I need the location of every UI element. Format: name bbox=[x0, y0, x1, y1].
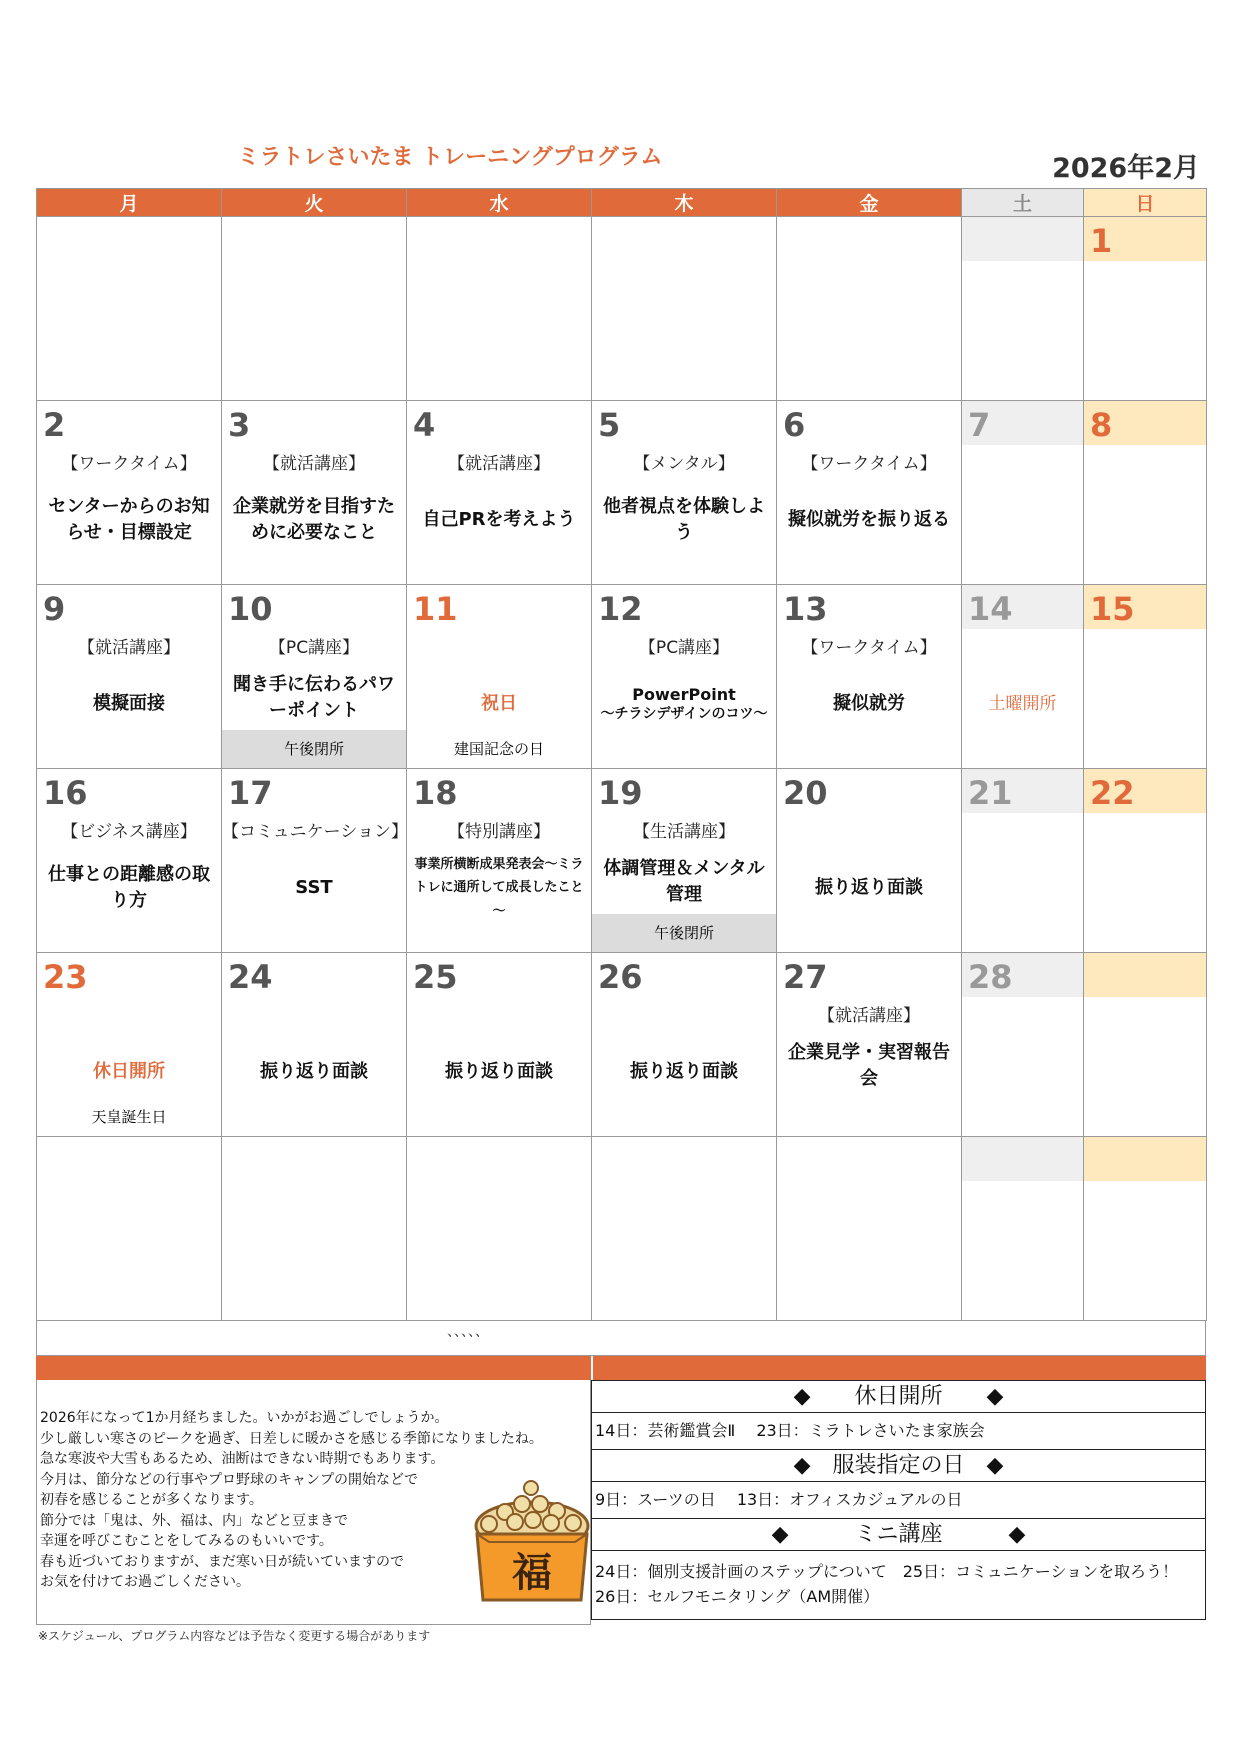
day-cell-empty bbox=[1084, 953, 1207, 1137]
spacer-row bbox=[36, 1321, 1206, 1356]
day-cell-23 bbox=[37, 953, 222, 1137]
day-cell-8 bbox=[1084, 401, 1207, 585]
weekday-wed: 水 bbox=[407, 189, 592, 217]
program-category: 【ワークタイム】 bbox=[801, 454, 937, 474]
holiday-open-details: 14日：芸術鑑賞会Ⅱ 23日：ミラトレさいたま家族会 bbox=[595, 1421, 985, 1440]
day-cell-empty bbox=[1084, 1137, 1207, 1321]
program-title: 振り返り面談 bbox=[260, 1060, 368, 1082]
weekday-header bbox=[37, 189, 1207, 217]
day-cell-empty bbox=[592, 217, 777, 401]
day-number: 10 bbox=[228, 590, 273, 628]
program-category: 【ワークタイム】 bbox=[61, 454, 197, 474]
mini-lecture-line: 24日：個別支援計画のステップについて 25日：コミュニケーションを取ろう！ bbox=[595, 1562, 1179, 1581]
day-cell-empty bbox=[962, 1137, 1084, 1321]
mini-lecture-details bbox=[592, 1551, 1205, 1619]
mini-lecture-heading: ◆ ミニ講座 ◆ bbox=[592, 1518, 1205, 1551]
day-number: 28 bbox=[968, 958, 1013, 996]
monthly-message bbox=[36, 1380, 591, 1625]
day-number: 8 bbox=[1090, 406, 1113, 444]
day-number: 27 bbox=[783, 958, 828, 996]
message-line: 初春を感じることが多くなります。 bbox=[40, 1492, 263, 1508]
day-cell-12 bbox=[592, 585, 777, 769]
day-number: 19 bbox=[598, 774, 643, 812]
day-cell-6 bbox=[777, 401, 962, 585]
day-cell-19 bbox=[592, 769, 777, 953]
program-category: 【コミュニケーション】 bbox=[222, 822, 408, 842]
day-number: 12 bbox=[598, 590, 643, 628]
day-cell-empty bbox=[222, 1137, 407, 1321]
day-number: 9 bbox=[43, 590, 66, 628]
holiday-open-heading: ◆ 休日開所 ◆ bbox=[592, 1380, 1205, 1413]
info-panel bbox=[591, 1380, 1206, 1620]
calendar bbox=[36, 188, 1207, 1321]
program-title: 自己PRを考えよう bbox=[422, 508, 576, 530]
program-title: 企業就労を目指すために必要なこと bbox=[233, 495, 395, 543]
month-label: 2026年2月 bbox=[1052, 153, 1200, 184]
program-title: 振り返り面談 bbox=[630, 1060, 738, 1082]
message-line: 幸運を呼びこむことをしてみるのもいいです。 bbox=[40, 1533, 333, 1549]
day-cell-17 bbox=[222, 769, 407, 953]
program-title: 擬似就労 bbox=[833, 692, 905, 714]
day-number: 24 bbox=[228, 958, 273, 996]
day-cell-2 bbox=[37, 401, 222, 585]
weekday-sat: 土 bbox=[962, 189, 1084, 217]
day-cell-24 bbox=[222, 953, 407, 1137]
page-title: ミラトレさいたま トレーニングプログラム bbox=[237, 145, 663, 170]
day-cell-10 bbox=[222, 585, 407, 769]
weekday-tue: 火 bbox=[222, 189, 407, 217]
day-cell-4 bbox=[407, 401, 592, 585]
day-cell-7 bbox=[962, 401, 1084, 585]
day-cell-empty bbox=[407, 1137, 592, 1321]
day-cell-14 bbox=[962, 585, 1084, 769]
day-cell-empty bbox=[37, 217, 222, 401]
week-row bbox=[37, 401, 1207, 585]
fukumasu-beans-illustration bbox=[467, 1468, 597, 1608]
program-title-line: PowerPoint bbox=[632, 684, 736, 704]
message-line: 少し厳しい寒さのピークを過ぎ、日差しに暖かさを感じる季節になりましたね。 bbox=[40, 1430, 543, 1447]
open-note: 土曜開所 bbox=[988, 693, 1057, 714]
program-category: 【就活講座】 bbox=[78, 638, 180, 658]
day-number: 6 bbox=[783, 406, 806, 444]
holiday-name: 天皇誕生日 bbox=[91, 1108, 167, 1126]
day-number: 14 bbox=[968, 590, 1013, 628]
program-title: 模擬面接 bbox=[93, 692, 165, 714]
day-number: 2 bbox=[43, 406, 66, 444]
day-cell-3 bbox=[222, 401, 407, 585]
week-row bbox=[37, 953, 1207, 1137]
day-number: 26 bbox=[598, 958, 643, 996]
tick-marks: 、、、、、 bbox=[447, 1324, 489, 1340]
day-number: 3 bbox=[228, 406, 251, 444]
day-number: 15 bbox=[1090, 590, 1135, 628]
program-title: 振り返り面談 bbox=[815, 876, 923, 898]
day-cell-1 bbox=[1084, 217, 1207, 401]
week-row bbox=[37, 585, 1207, 769]
holiday-label: 祝日 bbox=[481, 692, 517, 714]
message-line: 春も近づいておりますが、まだ寒い日が続いていますので bbox=[40, 1553, 404, 1570]
day-number: 4 bbox=[413, 406, 436, 444]
masu-box-icon bbox=[477, 1534, 587, 1600]
program-category: 【生活講座】 bbox=[633, 822, 735, 842]
holiday-name: 建国記念の日 bbox=[453, 740, 544, 758]
day-cell-15 bbox=[1084, 585, 1207, 769]
day-cell-22 bbox=[1084, 769, 1207, 953]
message-line: 節分では「鬼は、外、福は、内」などと豆まきで bbox=[40, 1512, 348, 1529]
day-number: 11 bbox=[413, 590, 458, 628]
day-cell-empty bbox=[407, 217, 592, 401]
program-subtitle: ～チラシデザインのコツ～ bbox=[600, 706, 768, 723]
day-cell-16 bbox=[37, 769, 222, 953]
day-number: 17 bbox=[228, 774, 273, 812]
week-row bbox=[37, 217, 1207, 401]
program-category: 【就活講座】 bbox=[263, 454, 365, 474]
closure-note: 午後閉所 bbox=[222, 730, 406, 768]
program-title bbox=[596, 673, 772, 735]
program-title: 仕事との距離感の取り方 bbox=[48, 863, 210, 911]
day-number: 16 bbox=[43, 774, 88, 812]
fuku-character: 福 bbox=[512, 1549, 552, 1596]
day-number: 1 bbox=[1090, 222, 1113, 260]
closure-note: 午後閉所 bbox=[592, 914, 776, 952]
day-cell-empty bbox=[962, 217, 1084, 401]
day-number: 20 bbox=[783, 774, 828, 812]
program-title: 振り返り面談 bbox=[445, 1060, 553, 1082]
program-title: 聞き手に伝わるパワーポイント bbox=[233, 673, 395, 721]
day-cell-empty bbox=[777, 1137, 962, 1321]
message-line: お気を付けてお過ごしください。 bbox=[40, 1574, 250, 1590]
program-category: 【特別講座】 bbox=[448, 822, 550, 842]
message-line: 2026年になって1か月経ちました。いかがお過ごしでしょうか。 bbox=[40, 1410, 449, 1426]
weekday-mon: 月 bbox=[37, 189, 222, 217]
day-number: 22 bbox=[1090, 774, 1135, 812]
day-cell-18 bbox=[407, 769, 592, 953]
program-title: SST bbox=[295, 876, 333, 898]
dress-code-details: 9日：スーツの日 13日：オフィスカジュアルの日 bbox=[595, 1490, 963, 1509]
day-cell-11 bbox=[407, 585, 592, 769]
program-category: 【PC講座】 bbox=[638, 638, 730, 658]
footnote: ※スケジュール、プログラム内容などは予告なく変更する場合があります bbox=[38, 1629, 431, 1643]
day-cell-25 bbox=[407, 953, 592, 1137]
program-title: 他者視点を体験しよう bbox=[603, 495, 765, 543]
program-title: 擬似就労を振り返る bbox=[788, 508, 950, 530]
day-cell-empty bbox=[37, 1137, 222, 1321]
day-cell-13 bbox=[777, 585, 962, 769]
day-cell-empty bbox=[592, 1137, 777, 1321]
day-number: 13 bbox=[783, 590, 828, 628]
day-number: 18 bbox=[413, 774, 458, 812]
week-row bbox=[37, 769, 1207, 953]
day-cell-26 bbox=[592, 953, 777, 1137]
program-title: 体調管理＆メンタル管理 bbox=[603, 857, 765, 905]
day-cell-empty bbox=[777, 217, 962, 401]
mini-lecture-line: 26日：セルフモニタリング（AM開催） bbox=[595, 1587, 880, 1606]
weekday-sun: 日 bbox=[1084, 189, 1207, 217]
program-title: 企業見学・実習報告会 bbox=[788, 1041, 950, 1089]
day-number: 21 bbox=[968, 774, 1013, 812]
dress-code-heading: ◆ 服装指定の日 ◆ bbox=[592, 1449, 1205, 1482]
message-line: 今月は、節分などの行事やプロ野球のキャンプの開始などで bbox=[40, 1471, 418, 1488]
weekday-thu: 木 bbox=[592, 189, 777, 217]
day-number: 25 bbox=[413, 958, 458, 996]
program-category: 【就活講座】 bbox=[448, 454, 550, 474]
program-category: 【ビジネス講座】 bbox=[61, 822, 197, 842]
weekday-fri: 金 bbox=[777, 189, 962, 217]
day-cell-20 bbox=[777, 769, 962, 953]
day-cell-27 bbox=[777, 953, 962, 1137]
program-title: センターからのお知らせ・目標設定 bbox=[48, 495, 210, 543]
program-category: 【ワークタイム】 bbox=[801, 638, 937, 658]
holiday-open-label: 休日開所 bbox=[93, 1060, 165, 1082]
program-category: 【就活講座】 bbox=[818, 1006, 920, 1026]
week-row bbox=[37, 1137, 1207, 1321]
section-bar-right bbox=[593, 1356, 1206, 1380]
section-bar-left bbox=[36, 1356, 591, 1380]
day-cell-9 bbox=[37, 585, 222, 769]
day-cell-28 bbox=[962, 953, 1084, 1137]
day-number: 5 bbox=[598, 406, 621, 444]
message-line: 急な寒波や大雪もあるため、油断はできない時期でもあります。 bbox=[40, 1451, 445, 1467]
program-category: 【PC講座】 bbox=[268, 638, 360, 658]
day-cell-5 bbox=[592, 401, 777, 585]
day-number: 23 bbox=[43, 958, 88, 996]
program-title: 事業所横断成果発表会～ミラトレに通所して成長したこと～ bbox=[414, 856, 584, 919]
day-cell-21 bbox=[962, 769, 1084, 953]
day-cell-empty bbox=[222, 217, 407, 401]
program-category: 【メンタル】 bbox=[633, 454, 735, 474]
day-number: 7 bbox=[968, 406, 991, 444]
